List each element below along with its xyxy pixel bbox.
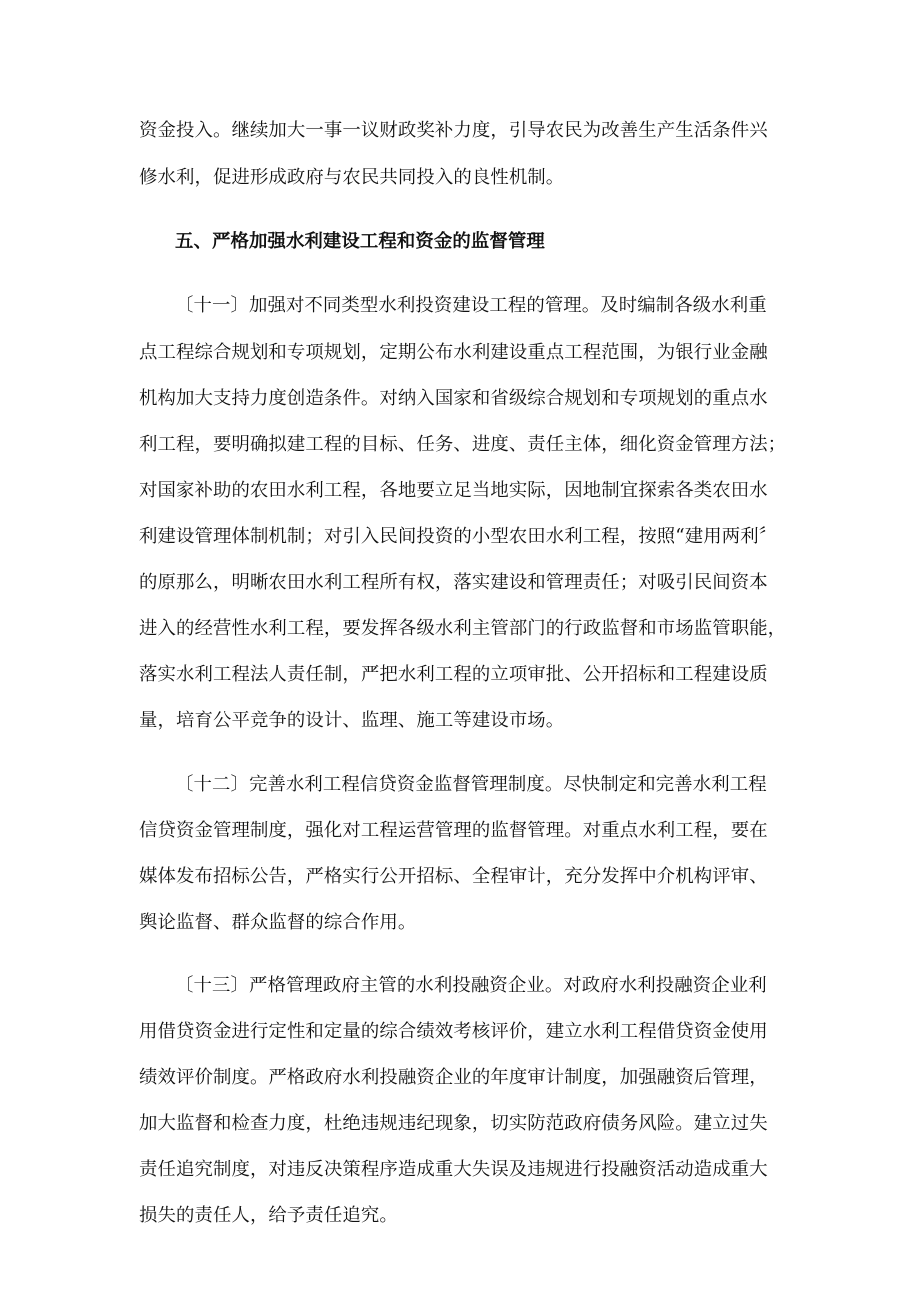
text-line: 〔十三〕严格管理政府主管的水利投融资企业。对政府水利投融资企业利 — [175, 975, 767, 996]
text-line: 机构加大支持力度创造条件。对纳入国家和省级综合规划和专项规划的重点水 — [139, 388, 768, 409]
text-line: 责任追究制度，对违反决策程序造成重大失误及违规进行投融资活动造成重大 — [139, 1159, 768, 1180]
text-line: 落实水利工程法人责任制，严把水利工程的立项审批、公开招标和工程建设质 — [139, 664, 768, 685]
text-line: 对国家补助的农田水利工程，各地要立足当地实际，因地制宜探索各类农田水 — [139, 480, 768, 501]
text-line: 利工程，要明确拟建工程的目标、任务、进度、责任主体，细化资金管理方法； — [139, 434, 787, 455]
text-line: 利建设管理体制机制；对引入民间投资的小型农田水利工程，按照“建用两利〞 — [139, 526, 778, 547]
text-line: 用借贷资金进行定性和定量的综合绩效考核评价，建立水利工程借贷资金使用 — [139, 1021, 768, 1042]
text-line: 〔十二〕完善水利工程信贷资金监督管理制度。尽快制定和完善水利工程 — [175, 774, 767, 795]
text-line: 量，培育公平竞争的设计、监理、施工等建设市场。 — [139, 710, 565, 731]
text-line: 进入的经营性水利工程，要发挥各级水利主管部门的行政监督和市场监管职能， — [139, 618, 787, 639]
text-line: 资金投入。继续加大一事一议财政奖补力度，引导农民为改善生产生活条件兴 — [139, 120, 768, 141]
text-line: 媒体发布招标公告，严格实行公开招标、全程审计，充分发挥中介机构评审、 — [139, 866, 768, 887]
text-line: 〔十一〕加强对不同类型水利投资建设工程的管理。及时编制各级水利重 — [175, 295, 767, 316]
section-heading: 五、严格加强水利建设工程和资金的监督管理 — [175, 231, 545, 252]
text-line: 修水利，促进形成政府与农民共同投入的良性机制。 — [139, 167, 565, 188]
text-line: 损失的责任人，给予责任追究。 — [139, 1205, 398, 1226]
text-line: 的原那么，明晰农田水利工程所有权，落实建设和管理责任；对吸引民间资本 — [139, 572, 768, 593]
text-line: 绩效评价制度。严格政府水利投融资企业的年度审计制度，加强融资后管理， — [139, 1067, 768, 1088]
text-line: 信贷资金管理制度，强化对工程运营管理的监督管理。对重点水利工程，要在 — [139, 820, 768, 841]
text-line: 加大监督和检查力度，杜绝违规违纪现象，切实防范政府债务风险。建立过失 — [139, 1113, 768, 1134]
text-line: 舆论监督、群众监督的综合作用。 — [139, 912, 417, 933]
text-line: 点工程综合规划和专项规划，定期公布水利建设重点工程范围，为银行业金融 — [139, 342, 768, 363]
